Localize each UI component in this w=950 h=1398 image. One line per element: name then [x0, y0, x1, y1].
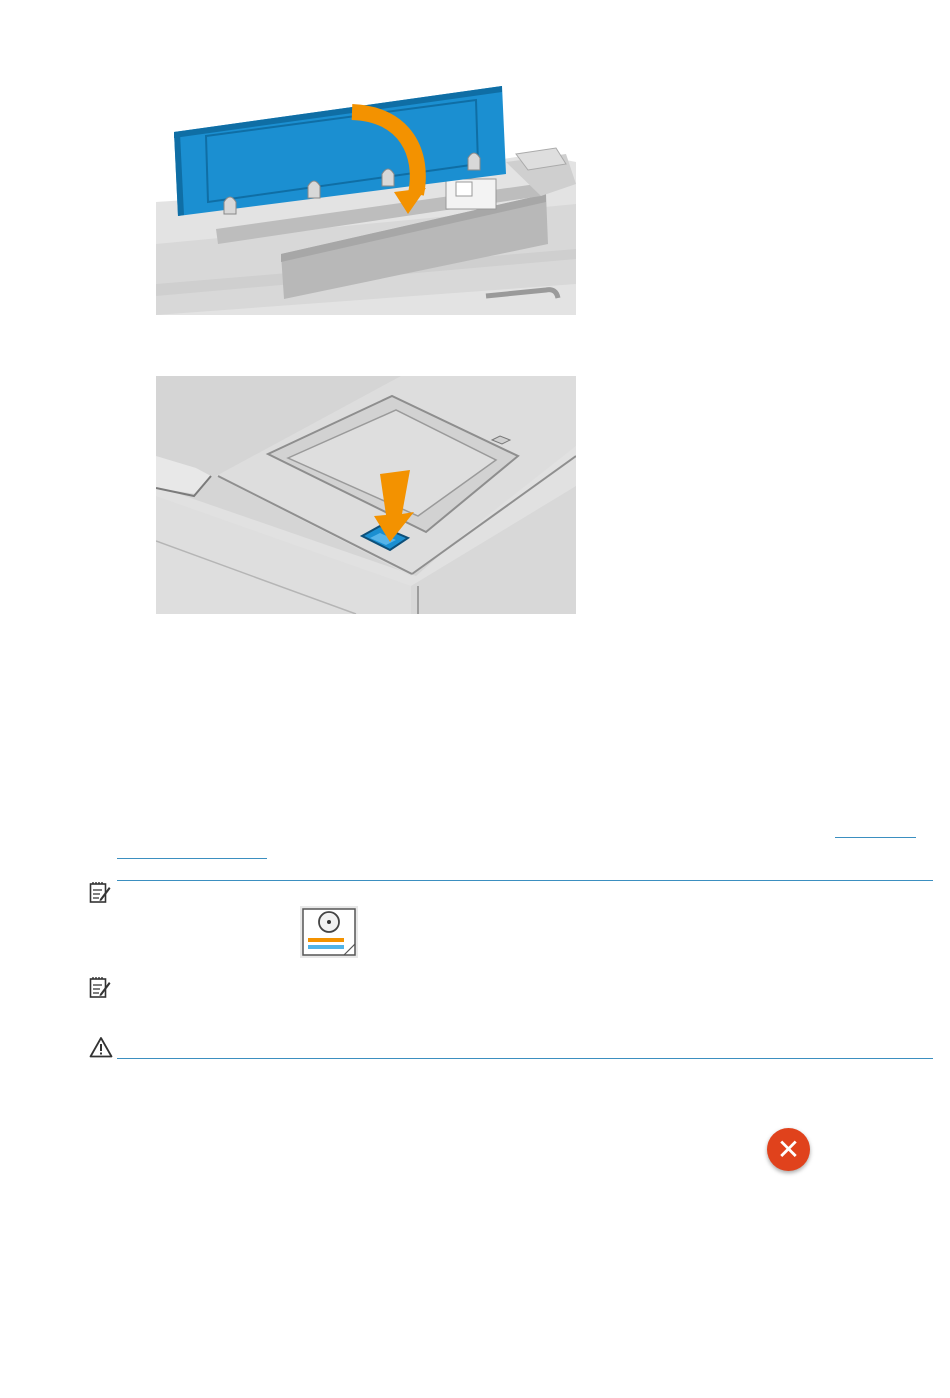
note-icon [89, 976, 111, 1005]
note-icon [89, 881, 111, 910]
link-underline[interactable] [835, 837, 916, 838]
printer-cover-closing-illustration [156, 84, 576, 315]
close-icon: ✕ [776, 1132, 801, 1166]
link-underline[interactable] [117, 858, 267, 859]
roll-media-icon [300, 906, 358, 963]
cancel-button[interactable] [767, 1128, 810, 1171]
media-switch-press-illustration [156, 376, 576, 614]
warning-icon [89, 1036, 113, 1063]
section-divider [117, 1058, 933, 1059]
section-divider [117, 880, 933, 881]
